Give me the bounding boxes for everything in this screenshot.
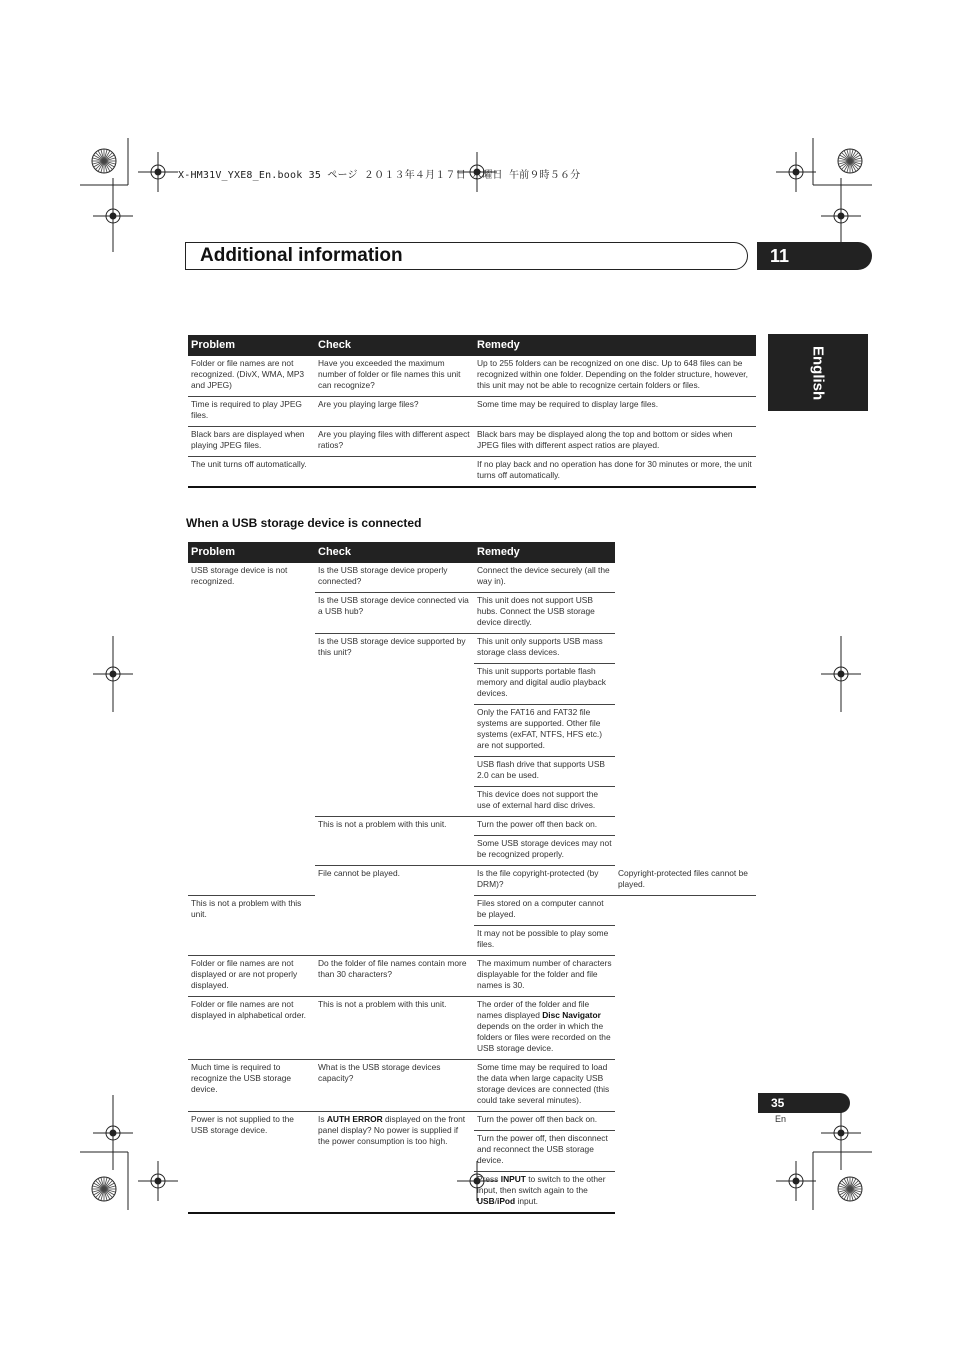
problem-cell: Folder or file names are not displayed in alphabetical order. bbox=[188, 997, 315, 1060]
remedy-cell: Only the FAT16 and FAT32 file systems are supported. Other file systems (exFAT, NTFS, HFS etc.) are not supported. bbox=[474, 705, 615, 757]
usb-label: USB bbox=[477, 1196, 495, 1206]
remedy-cell: Turn the power off, then disconnect and reconnect the USB storage device. bbox=[474, 1131, 615, 1172]
ipod-label: iPod bbox=[497, 1196, 516, 1206]
rosette-mark bbox=[92, 149, 116, 173]
remedy-cell: Turn the power off then back on. bbox=[474, 1112, 615, 1131]
remedy-cell: This unit does not support USB hubs. Connect the USB storage device directly. bbox=[474, 593, 615, 634]
problem-cell: File cannot be played. bbox=[315, 866, 474, 956]
remedy-cell: Connect the device securely (all the way in). bbox=[474, 563, 615, 593]
remedy-cell bbox=[474, 1172, 615, 1214]
check-cell: This is not a problem with this unit. bbox=[188, 896, 315, 956]
remedy-cell: Copyright-protected files cannot be played. bbox=[615, 866, 756, 896]
crosshair-mark bbox=[776, 152, 816, 192]
troubleshooting-table-general bbox=[188, 335, 756, 488]
check-text: Is bbox=[318, 1114, 327, 1124]
table-row bbox=[188, 397, 756, 427]
page-number: 35 bbox=[771, 1096, 785, 1110]
print-slug-line: X-HM31V_YXE8_En.book 35 ページ ２０１３年４月１７日 水曜日 午前９時５６分 bbox=[178, 170, 581, 181]
crosshair-mark bbox=[821, 654, 861, 694]
column-header-remedy: Remedy bbox=[474, 542, 615, 563]
troubleshooting-table-usb bbox=[188, 542, 756, 1214]
table-row bbox=[188, 956, 756, 997]
input-button-label: INPUT bbox=[500, 1174, 526, 1184]
remedy-cell: Files stored on a computer cannot be played. bbox=[474, 896, 615, 926]
check-cell: Have you exceeded the maximum number of folder or file names this unit can recognize? bbox=[315, 356, 474, 397]
remedy-cell: This unit supports portable flash memory and digital audio playback devices. bbox=[474, 664, 615, 705]
column-header-check: Check bbox=[315, 542, 474, 563]
problem-cell: USB storage device is not recognized. bbox=[188, 563, 315, 896]
disc-navigator-label: Disc Navigator bbox=[542, 1010, 601, 1020]
section-heading: When a USB storage device is connected bbox=[186, 516, 422, 530]
check-cell: Is the USB storage device supported by this unit? bbox=[315, 634, 474, 817]
crosshair-mark bbox=[93, 196, 133, 236]
remedy-cell: Some time may be required to display large files. bbox=[474, 397, 756, 427]
rosette-mark bbox=[838, 149, 862, 173]
page-language-code: En bbox=[775, 1114, 787, 1124]
crosshair-mark bbox=[821, 1113, 861, 1153]
problem-cell: The unit turns off automatically. bbox=[188, 457, 315, 488]
language-tab-label: English bbox=[809, 346, 827, 401]
auth-error-label: AUTH ERROR bbox=[326, 1114, 383, 1124]
problem-cell: Power is not supplied to the USB storage device. bbox=[188, 1112, 315, 1214]
check-cell bbox=[315, 457, 474, 488]
remedy-cell: Black bars may be displayed along the top and bottom or sides when JPEG files with different aspect ratios are played. bbox=[474, 427, 756, 457]
rosette-mark bbox=[838, 1177, 862, 1201]
language-tab bbox=[768, 334, 868, 411]
remedy-cell: This unit only supports USB mass storage class devices. bbox=[474, 634, 615, 664]
crosshair-mark bbox=[821, 196, 861, 236]
remedy-text: depends on the order in which the folders or files were recorded on the USB storage device. bbox=[477, 1021, 611, 1053]
remedy-cell: It may not be possible to play some files. bbox=[474, 926, 615, 956]
remedy-text: to switch to the other input, then switch again to the bbox=[477, 1174, 606, 1195]
remedy-text: Press bbox=[477, 1174, 501, 1184]
remedy-cell bbox=[474, 997, 615, 1060]
crosshair-mark bbox=[776, 1161, 816, 1201]
check-cell: Is the file copyright-protected (by DRM)? bbox=[474, 866, 615, 896]
check-cell bbox=[315, 1112, 474, 1214]
remedy-cell: Turn the power off then back on. bbox=[474, 817, 615, 836]
check-text: displayed on the front panel display? No power is supplied if the power consumption is too high. bbox=[318, 1114, 466, 1146]
column-header-problem: Problem bbox=[188, 335, 315, 356]
problem-cell: Folder or file names are not recognized. (DivX, WMA, MP3 and JPEG) bbox=[188, 356, 315, 397]
remedy-cell: Some time may be required to load the data when large capacity USB storage devices are connected (this could take several minutes). bbox=[474, 1060, 615, 1112]
check-cell: This is not a problem with this unit. bbox=[315, 997, 474, 1060]
table-row bbox=[188, 997, 756, 1060]
problem-cell: Much time is required to recognize the USB storage device. bbox=[188, 1060, 315, 1112]
problem-cell: Black bars are displayed when playing JPEG files. bbox=[188, 427, 315, 457]
slash-text: / bbox=[494, 1196, 498, 1206]
column-header-check: Check bbox=[315, 335, 474, 356]
column-header-problem: Problem bbox=[188, 542, 315, 563]
page-title: Additional information bbox=[200, 245, 403, 266]
remedy-text: The order of the folder and file names displayed bbox=[477, 999, 590, 1020]
remedy-text: input. bbox=[515, 1196, 538, 1206]
table-row bbox=[188, 563, 756, 593]
problem-cell: Time is required to play JPEG files. bbox=[188, 397, 315, 427]
table-row bbox=[188, 1060, 756, 1112]
crosshair-mark bbox=[138, 152, 178, 192]
check-cell: Is the USB storage device connected via a USB hub? bbox=[315, 593, 474, 634]
table-row bbox=[188, 457, 756, 488]
check-cell: Are you playing files with different aspect ratios? bbox=[315, 427, 474, 457]
remedy-cell: The maximum number of characters displayable for the folder and file names is 30. bbox=[474, 956, 615, 997]
remedy-cell: This device does not support the use of external hard disc drives. bbox=[474, 787, 615, 817]
table-row bbox=[188, 1112, 756, 1131]
table-row bbox=[188, 427, 756, 457]
column-header-remedy: Remedy bbox=[474, 335, 756, 356]
crosshair-mark bbox=[138, 1161, 178, 1201]
problem-cell: Folder or file names are not displayed or are not properly displayed. bbox=[188, 956, 315, 997]
chapter-number: 11 bbox=[770, 246, 790, 266]
remedy-cell: Up to 255 folders can be recognized on one disc. Up to 648 files can be recognized within one folder. Depending on the folder structure, however, this unit may not be able to recognize certain folders or files. bbox=[474, 356, 756, 397]
check-cell: Are you playing large files? bbox=[315, 397, 474, 427]
table-row bbox=[188, 356, 756, 397]
check-cell: What is the USB storage devices capacity? bbox=[315, 1060, 474, 1112]
remedy-cell: USB flash drive that supports USB 2.0 can be used. bbox=[474, 757, 615, 787]
check-cell: This is not a problem with this unit. bbox=[315, 817, 474, 866]
crosshair-mark bbox=[93, 1113, 133, 1153]
check-cell: Is the USB storage device properly connected? bbox=[315, 563, 474, 593]
crosshair-mark bbox=[93, 654, 133, 694]
check-cell: Do the folder of file names contain more than 30 characters? bbox=[315, 956, 474, 997]
remedy-cell: If no play back and no operation has done for 30 minutes or more, the unit turns off automatically. bbox=[474, 457, 756, 488]
rosette-mark bbox=[92, 1177, 116, 1201]
remedy-cell: Some USB storage devices may not be recognized properly. bbox=[474, 836, 615, 866]
